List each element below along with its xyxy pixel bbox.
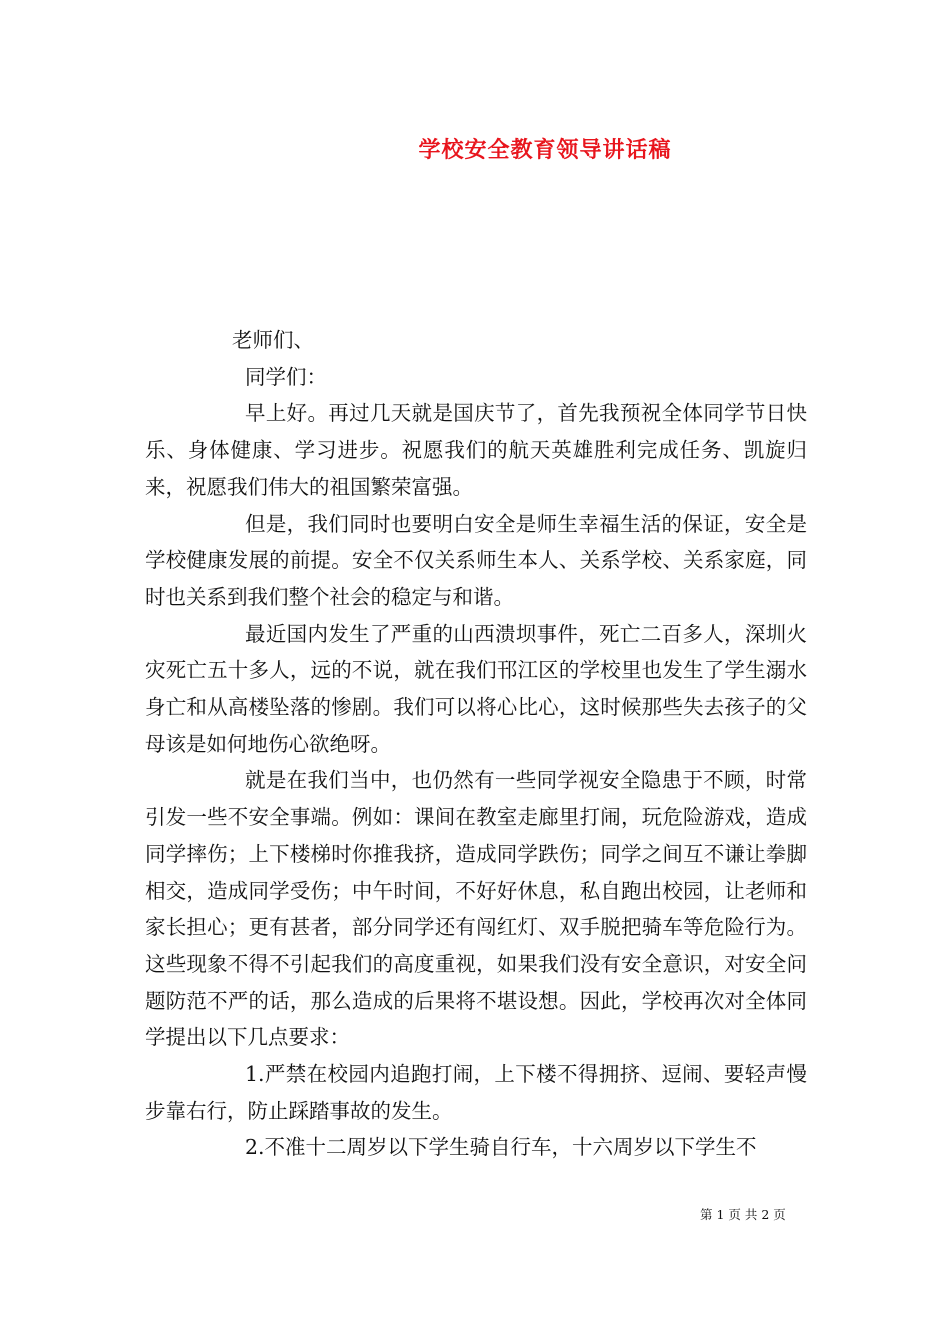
paragraph-safety-importance: 但是，我们同时也要明白安全是师生幸福生活的保证，安全是学校健康发展的前提。安全不仅关系师生本人、关系学校、关系家庭，同时也关系到我们整个社会的稳定与和谐。 xyxy=(145,511,807,609)
document-title: 学校安全教育领导讲话稿 xyxy=(418,137,672,163)
salutation-teachers: 老师们、 xyxy=(232,328,314,352)
paragraph-greeting: 早上好。再过几天就是国庆节了，首先我预祝全体同学节日快乐、身体健康、学习进步。祝愿我们的航天英雄胜利完成任务、凯旋归来，祝愿我们伟大的祖国繁荣富强。 xyxy=(145,401,807,499)
document-body xyxy=(145,322,807,1166)
paragraph-rule-1: 1.严禁在校园内追跑打闹，上下楼不得拥挤、逗闹、要轻声慢步靠右行，防止踩踏事故的发生。 xyxy=(145,1062,807,1123)
paragraph-rule-2: 2.不准十二周岁以下学生骑自行车，十六周岁以下学生不 xyxy=(245,1135,757,1160)
paragraph-unsafe-behaviors: 就是在我们当中，也仍然有一些同学视安全隐患于不顾，时常引发一些不安全事端。例如：课间在教室走廊里打闹，玩危险游戏，造成同学摔伤；上下楼梯时你推我挤，造成同学跌伤；同学之间互不谦让拳脚相交，造成同学受伤；中午时间，不好好休息，私自跑出校园，让老师和家长担心；更有甚者，部分同学还有闯红灯、双手脱把骑车等危险行为。这些现象不得不引起我们的高度重视，如果我们没有安全意识，对安全问题防范不严的话，那么造成的后果将不堪设想。因此，学校再次对全体同学提出以下几点要求： xyxy=(145,768,807,1050)
salutation-students: 同学们： xyxy=(245,364,327,389)
paragraph-recent-accidents: 最近国内发生了严重的山西溃坝事件，死亡二百多人，深圳火灾死亡五十多人，远的不说，就在我们邗江区的学校里也发生了学生溺水身亡和从高楼坠落的惨剧。我们可以将心比心，这时候那些失去孩子的父母该是如何地伤心欲绝呀。 xyxy=(145,621,807,756)
page-number-footer: 第 1 页 共 2 页 xyxy=(700,1207,786,1222)
